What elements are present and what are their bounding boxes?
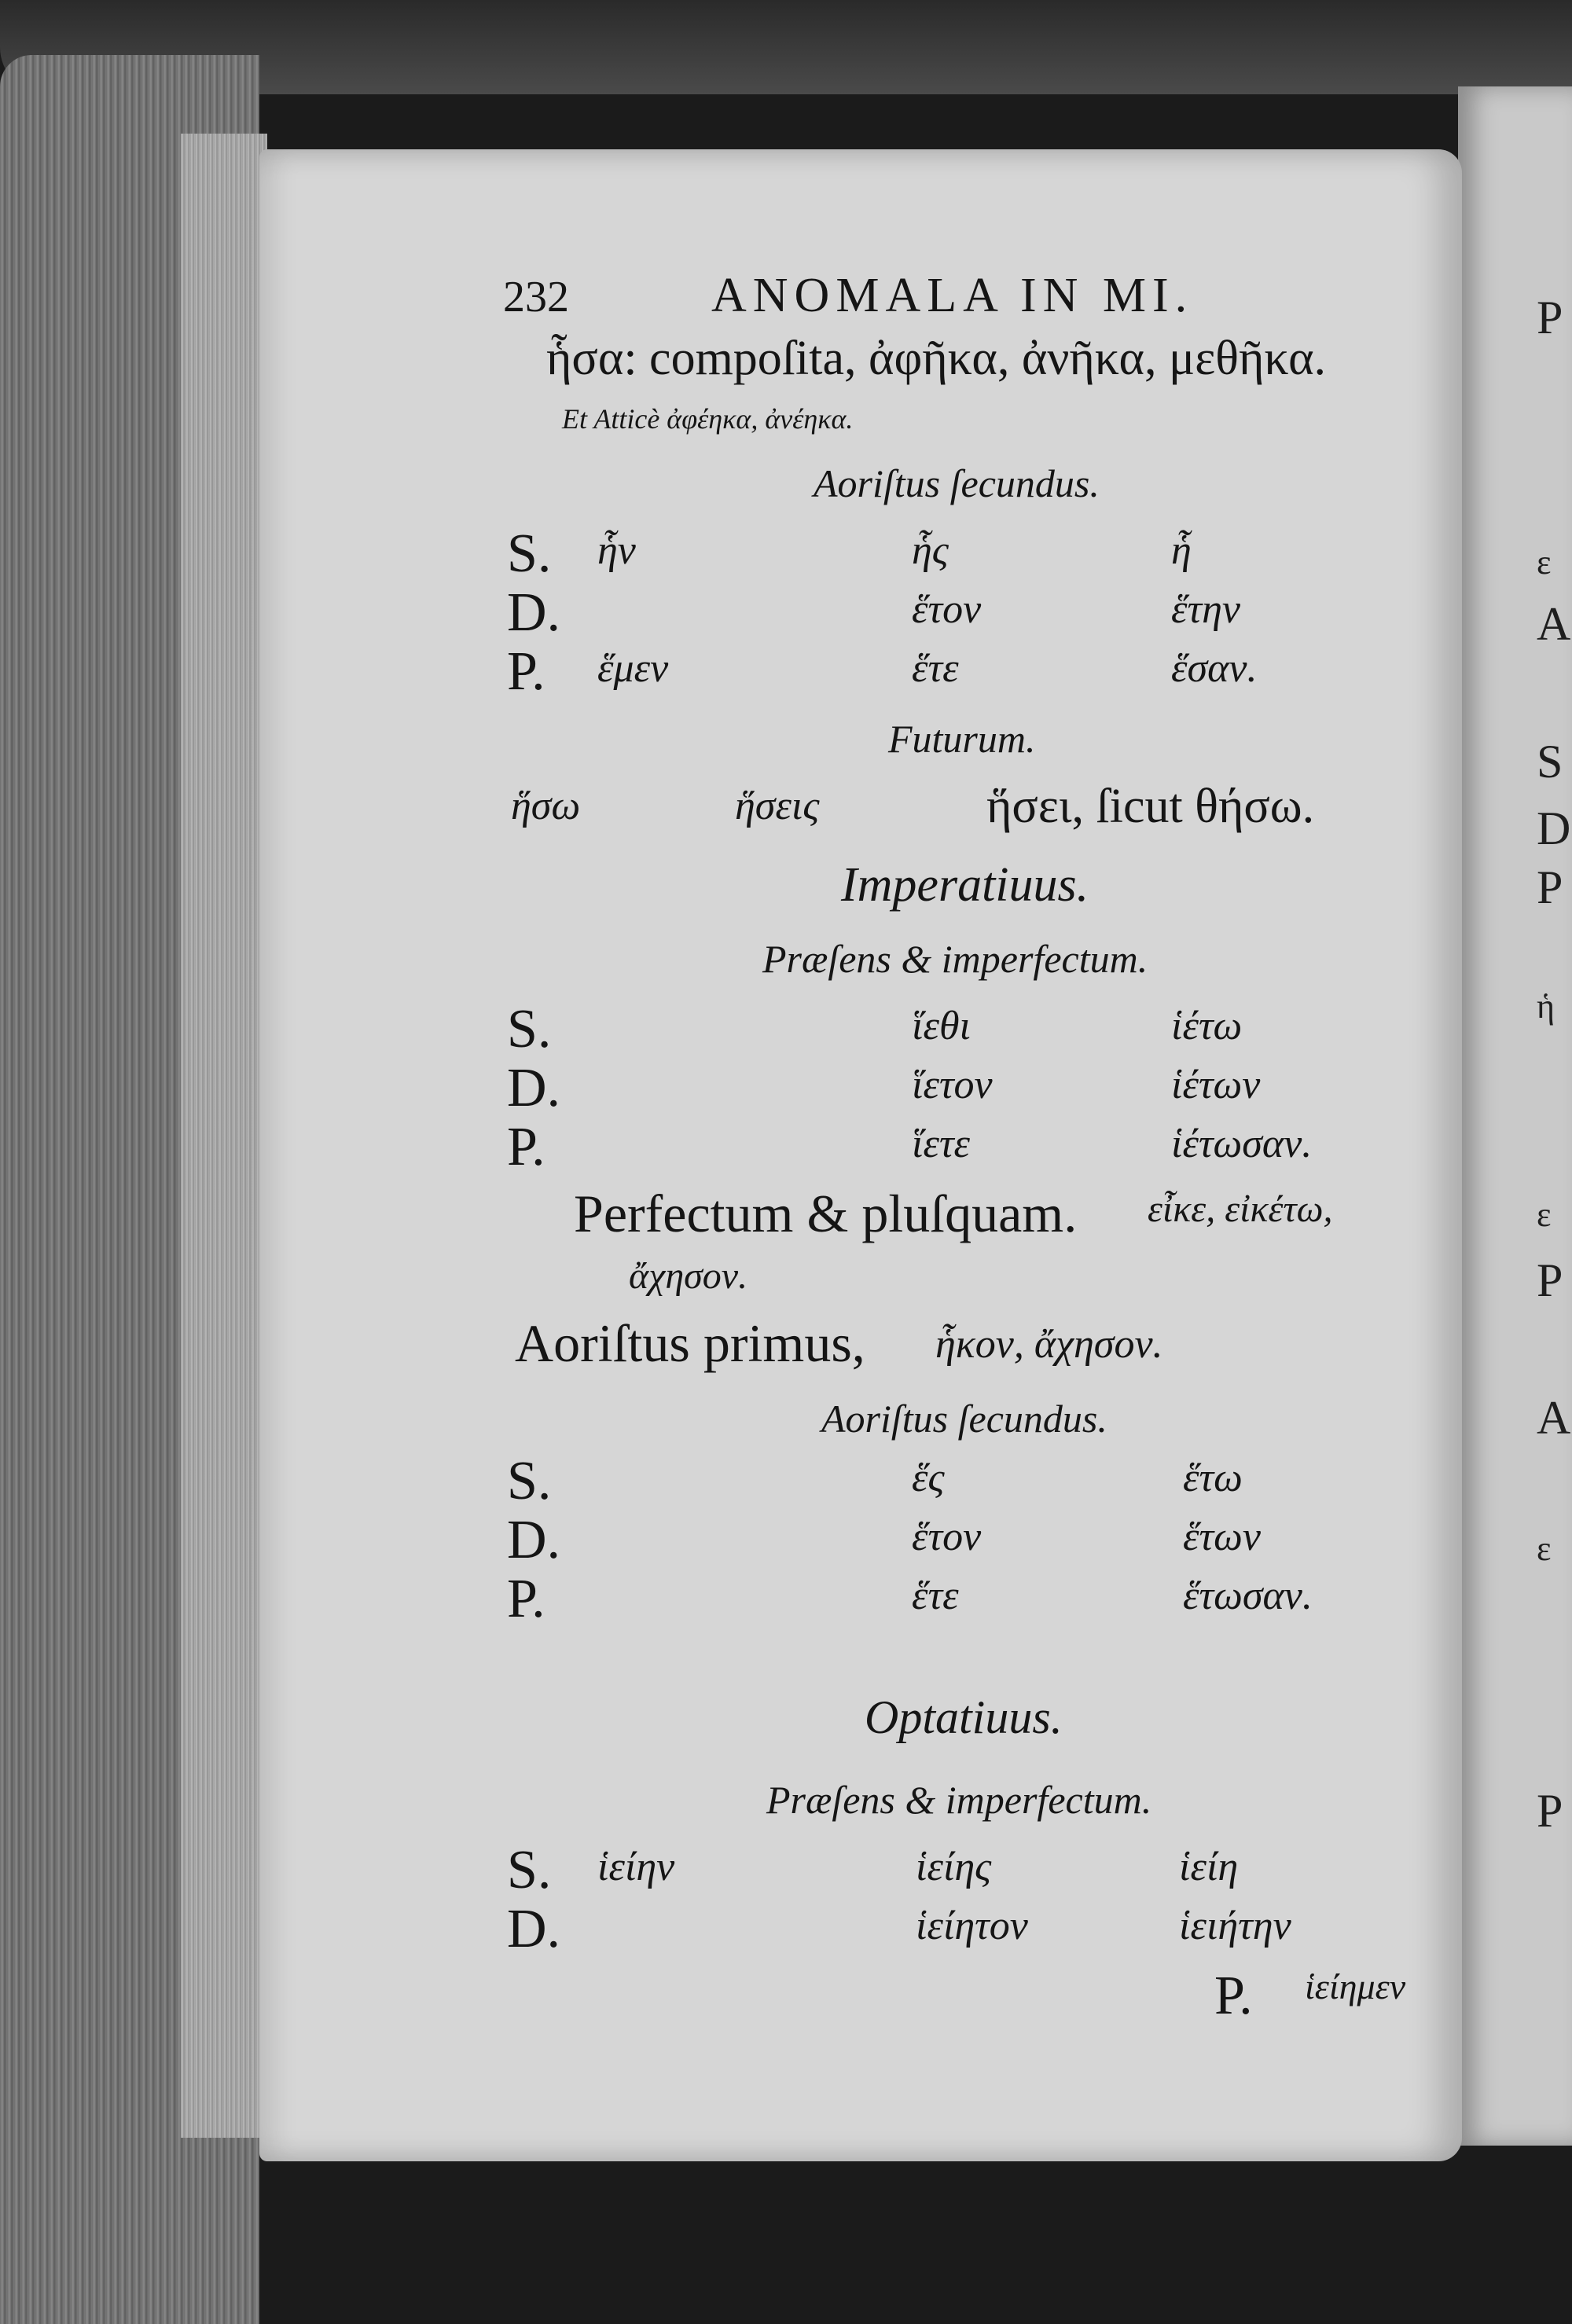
greek-form: εἶκε, εἰκέτω,: [1148, 1188, 1333, 1230]
greek-form: ἕτωσαν.: [1183, 1573, 1313, 1618]
greek-form: ἱείης: [916, 1845, 992, 1889]
greek-form: ἕς: [912, 1456, 945, 1500]
facing-page-letter: P: [1537, 861, 1563, 913]
greek-form: ἱέτω: [1171, 1004, 1243, 1048]
row-label: P.: [507, 1569, 545, 1629]
greek-form: ἧ: [1171, 528, 1192, 573]
text-line: Et Atticè ἀφέηκα, ἀνέηκα.: [562, 403, 854, 435]
section-heading: Futurum.: [888, 717, 1036, 761]
section-subheading: Præſens & imperfectum.: [766, 1778, 1152, 1822]
facing-page-letter: D: [1537, 802, 1571, 854]
facing-page-letter: A: [1537, 598, 1571, 650]
facing-page-letter: ε: [1537, 543, 1552, 582]
text-line: Perfectum & pluſquam.: [574, 1184, 1078, 1243]
facing-page-letter: ἡ: [1537, 987, 1555, 1026]
facing-page-letter: P: [1537, 1254, 1563, 1306]
greek-form: ἧν: [597, 528, 636, 573]
row-label: D.: [507, 1058, 561, 1118]
row-label: D.: [507, 1510, 561, 1570]
row-label: S.: [507, 523, 552, 584]
row-label: P.: [507, 641, 545, 702]
text-line: Aoriſtus primus,: [515, 1313, 865, 1373]
greek-form: ἱείην: [597, 1845, 675, 1889]
greek-form: ἱείη: [1179, 1845, 1239, 1889]
catchword: ἱείημεν: [1305, 1966, 1406, 2006]
greek-form: ἕτε: [912, 646, 959, 691]
greek-form: ἕμεν: [597, 646, 669, 691]
facing-page-letter: S: [1537, 736, 1563, 788]
greek-form: ἄχησον.: [629, 1255, 748, 1297]
greek-form: ἧς: [912, 528, 949, 573]
greek-form: ἧκον, ἄχησον.: [935, 1322, 1163, 1367]
mood-heading: Imperatiuus.: [841, 858, 1089, 912]
row-label: D.: [507, 1899, 561, 1959]
book-page-edges-inner: [181, 134, 267, 2138]
greek-form: ἕσαν.: [1171, 646, 1258, 691]
greek-form: ἕτον: [912, 1514, 982, 1559]
row-label: S.: [507, 1451, 552, 1511]
greek-form: ἕτω: [1183, 1456, 1243, 1500]
greek-form: ἵετε: [912, 1122, 971, 1166]
row-label: S.: [507, 1840, 552, 1900]
row-label: D.: [507, 582, 561, 643]
greek-form: ἵετον: [912, 1063, 993, 1107]
catchword-label: P.: [1214, 1966, 1253, 2026]
greek-form: ἱέτων: [1171, 1063, 1261, 1107]
facing-page-letter: P: [1537, 292, 1563, 343]
greek-form: ἕτων: [1183, 1514, 1261, 1559]
greek-form: ἱειήτην: [1179, 1904, 1291, 1948]
greek-form: ἥσω: [511, 784, 581, 828]
greek-form: ἕτον: [912, 587, 982, 632]
facing-page-letter: A: [1537, 1392, 1571, 1444]
text-line: ἧσα: compoſita, ἀφῆκα, ἀνῆκα, μεθῆκα.: [546, 332, 1327, 385]
greek-form: ἱέτωσαν.: [1171, 1122, 1313, 1166]
page-number: 232: [503, 273, 569, 321]
running-head: ANOMALA IN MI.: [711, 269, 1194, 322]
row-label: P.: [507, 1117, 545, 1177]
greek-form: ἕτε: [912, 1573, 959, 1618]
facing-page-letter: ε: [1537, 1195, 1552, 1234]
facing-page-letter: P: [1537, 1785, 1563, 1837]
row-label: S.: [507, 999, 552, 1059]
facing-page-letter: ε: [1537, 1529, 1552, 1568]
section-heading: Aoriſtus ſecundus.: [821, 1397, 1107, 1441]
greek-form: ἕτην: [1171, 587, 1240, 632]
text-line: ἥσει, ſicut θήσω.: [986, 780, 1315, 833]
greek-form: ἵεθι: [912, 1004, 971, 1048]
section-heading: Aoriſtus ſecundus.: [814, 461, 1100, 505]
greek-form: ἥσεις: [735, 784, 820, 828]
mood-heading: Optatiuus.: [865, 1691, 1063, 1743]
greek-form: ἱείητον: [916, 1904, 1028, 1948]
section-subheading: Præſens & imperfectum.: [762, 937, 1148, 981]
